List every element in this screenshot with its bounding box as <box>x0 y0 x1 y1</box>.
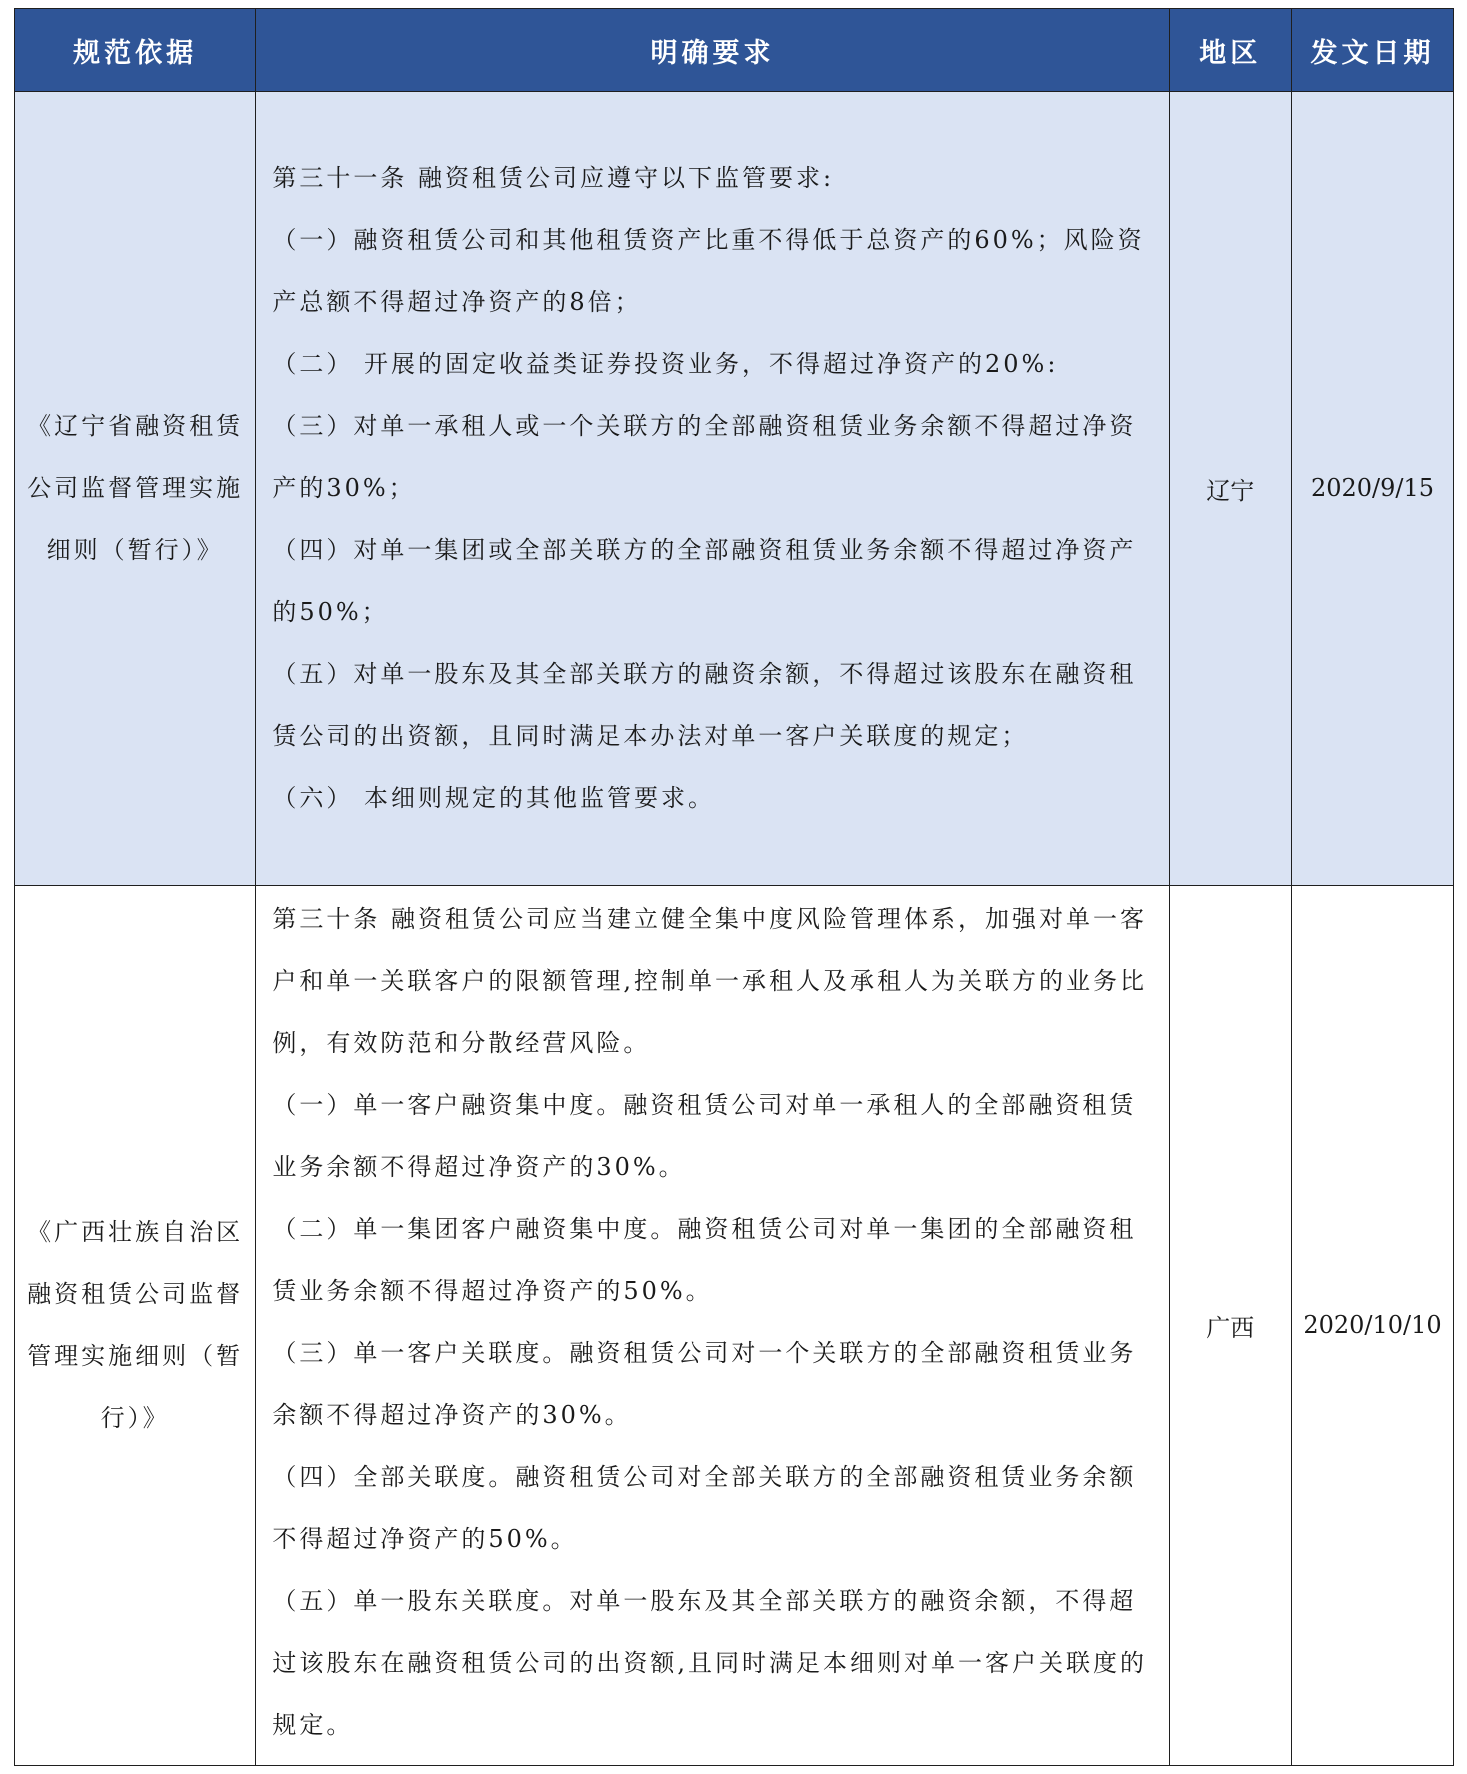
table-row <box>15 885 1454 1765</box>
requirement-line: （一）融资租赁公司和其他租赁资产比重不得低于总资产的60%；风险资产总额不得超过净资产的8倍； <box>272 226 1145 317</box>
basis-cell <box>15 885 256 1765</box>
requirement-line: 第三十一条 融资租赁公司应遵守以下监管要求: <box>272 164 835 193</box>
header-requirement: 明确要求 <box>256 9 1169 92</box>
region-cell: 广西 <box>1169 885 1291 1765</box>
table-row <box>15 92 1454 886</box>
table-header-row <box>15 9 1454 92</box>
requirement-line: （一）单一客户融资集中度。融资租赁公司对单一承租人的全部融资租赁业务余额不得超过净资产的30%。 <box>272 1090 1137 1181</box>
header-date: 发文日期 <box>1291 9 1453 92</box>
basis-cell <box>15 92 256 886</box>
requirement-line: （六） 本细则规定的其他监管要求。 <box>272 784 715 813</box>
requirement-line: （二）单一集团客户融资集中度。融资租赁公司对单一集团的全部融资租赁业务余额不得超过净资产的50%。 <box>272 1214 1137 1305</box>
requirement-line: （五）对单一股东及其全部关联方的融资余额，不得超过该股东在融资租赁公司的出资额，且同时满足本办法对单一客户关联度的规定； <box>272 660 1137 751</box>
region-cell: 辽宁 <box>1169 92 1291 886</box>
date-cell: 2020/9/15 <box>1291 92 1453 886</box>
requirement-line: （三）单一客户关联度。融资租赁公司对一个关联方的全部融资租赁业务余额不得超过净资产的30%。 <box>272 1338 1137 1429</box>
requirement-line: （二） 开展的固定收益类证券投资业务，不得超过净资产的20%: <box>272 350 1059 379</box>
basis-text: 《辽宁省融资租赁公司监督管理实施细则（暂行）》 <box>27 412 244 565</box>
basis-text: 《广西壮族自治区融资租赁公司监督管理实施细则（暂行）》 <box>27 1218 244 1433</box>
header-region: 地区 <box>1169 9 1291 92</box>
requirement-line: （三）对单一承租人或一个关联方的全部融资租赁业务余额不得超过净资产的30%； <box>272 412 1137 503</box>
regulation-table <box>14 8 1454 1766</box>
header-basis: 规范依据 <box>15 9 256 92</box>
date-cell: 2020/10/10 <box>1291 885 1453 1765</box>
requirement-line: （四）全部关联度。融资租赁公司对全部关联方的全部融资租赁业务余额不得超过净资产的50%。 <box>272 1462 1137 1553</box>
requirement-line: （五）单一股东关联度。对单一股东及其全部关联方的融资余额，不得超过该股东在融资租赁公司的出资额,且同时满足本细则对单一客户关联度的规定。 <box>272 1586 1147 1739</box>
requirement-cell <box>256 92 1169 886</box>
requirement-line: （四）对单一集团或全部关联方的全部融资租赁业务余额不得超过净资产的50%； <box>272 536 1137 627</box>
requirement-cell <box>256 885 1169 1765</box>
requirement-line: 第三十条 融资租赁公司应当建立健全集中度风险管理体系，加强对单一客户和单一关联客户的限额管理,控制单一承租人及承租人为关联方的业务比例，有效防范和分散经营风险。 <box>272 904 1147 1057</box>
